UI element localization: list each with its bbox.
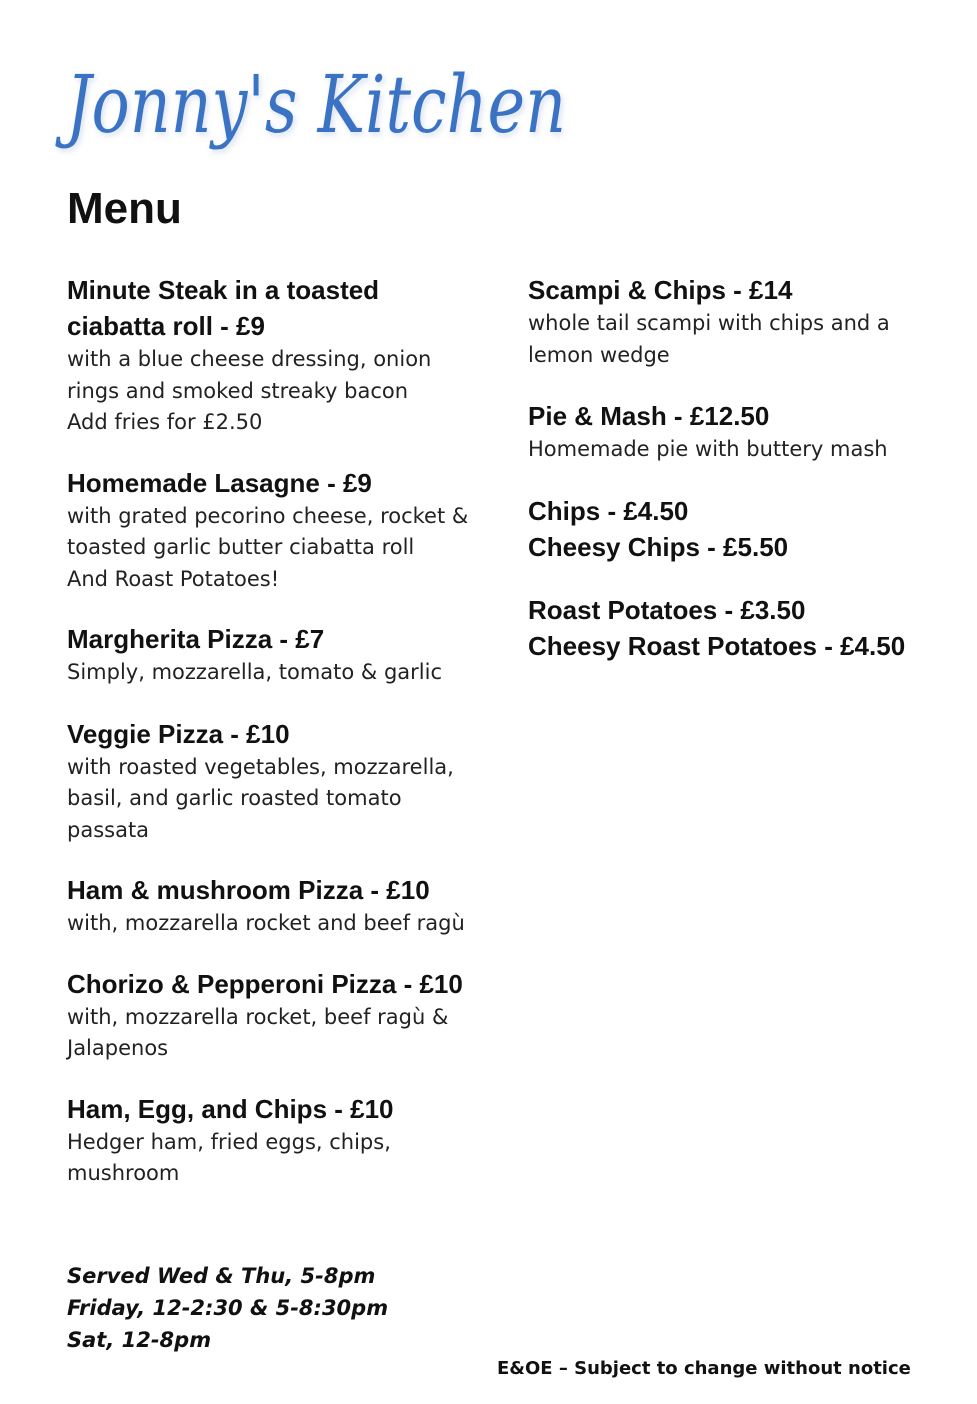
menu-item-scampi-chips — [528, 272, 968, 371]
brand-logo — [54, 40, 582, 170]
menu-item-description: with, mozzarella rocket, beef ragù & Jalapenos — [67, 1004, 449, 1060]
menu-item-chorizo-pepperoni-pizza — [67, 966, 497, 1065]
page-title: Menu — [67, 184, 182, 233]
menu-item-description: with a blue cheese dressing, onion rings and smoked streaky bacon Add fries for £2.50 — [67, 347, 432, 434]
menu-item-name: Chorizo & Pepperoni Pizza - £10 — [67, 968, 463, 999]
menu-item-chips — [528, 493, 968, 565]
menu-item-name: Ham & mushroom Pizza - £10 — [67, 875, 430, 905]
menu-column-left — [67, 272, 497, 1190]
menu-item-description: with, mozzarella rocket and beef ragù — [67, 911, 465, 935]
menu-item-name: Minute Steak in a toasted ciabatta roll - £9 — [67, 275, 380, 341]
menu-item-name: Homemade Lasagne - £9 — [67, 467, 372, 498]
menu-item-veggie-pizza — [67, 716, 497, 847]
opening-hours-line: Friday, 12-2:30 & 5-8:30pm — [67, 1296, 389, 1320]
menu-item-name: Roast Potatoes - £3.50 Cheesy Roast Potatoes - £4.50 — [528, 594, 906, 661]
menu-item-description: Simply, mozzarella, tomato & garlic — [67, 660, 443, 684]
menu-item-name: Margherita Pizza - £7 — [67, 624, 325, 654]
opening-hours-line: Served Wed & Thu, 5-8pm — [67, 1264, 376, 1288]
menu-item-pie-mash — [528, 398, 968, 466]
menu-item-name: Chips - £4.50 Cheesy Chips - £5.50 — [528, 495, 789, 562]
menu-item-name: Veggie Pizza - £10 — [67, 718, 290, 749]
menu-item-name: Ham, Egg, and Chips - £10 — [67, 1093, 394, 1124]
menu-item-description: whole tail scampi with chips and a lemon wedge — [528, 311, 890, 367]
disclaimer: E&OE – Subject to change without notice — [497, 1358, 911, 1379]
menu-item-margherita-pizza — [67, 621, 497, 689]
menu-item-name: Pie & Mash - £12.50 — [528, 401, 770, 431]
menu-item-name: Scampi & Chips - £14 — [528, 275, 793, 305]
menu-item-minute-steak — [67, 272, 497, 439]
menu-item-description: with roasted vegetables, mozzarella, basil, and garlic roasted tomato passata — [67, 754, 454, 842]
menu-item-roast-potatoes — [528, 592, 968, 664]
opening-hours — [67, 1260, 388, 1356]
menu-item-ham-egg-chips — [67, 1091, 497, 1190]
menu-item-description: with grated pecorino cheese, rocket & toasted garlic butter ciabatta roll And Roast Potatoes! — [67, 503, 469, 591]
menu-item-description: Homemade pie with buttery mash — [528, 437, 888, 461]
menu-item-ham-mushroom-pizza — [67, 872, 497, 940]
menu-item-description: Hedger ham, fried eggs, chips, mushroom — [67, 1129, 391, 1185]
menu-column-right — [528, 272, 968, 664]
opening-hours-line: Sat, 12-8pm — [67, 1328, 212, 1352]
brand-name: Jonny's Kitchen — [54, 58, 567, 151]
menu-item-lasagne — [67, 465, 497, 596]
